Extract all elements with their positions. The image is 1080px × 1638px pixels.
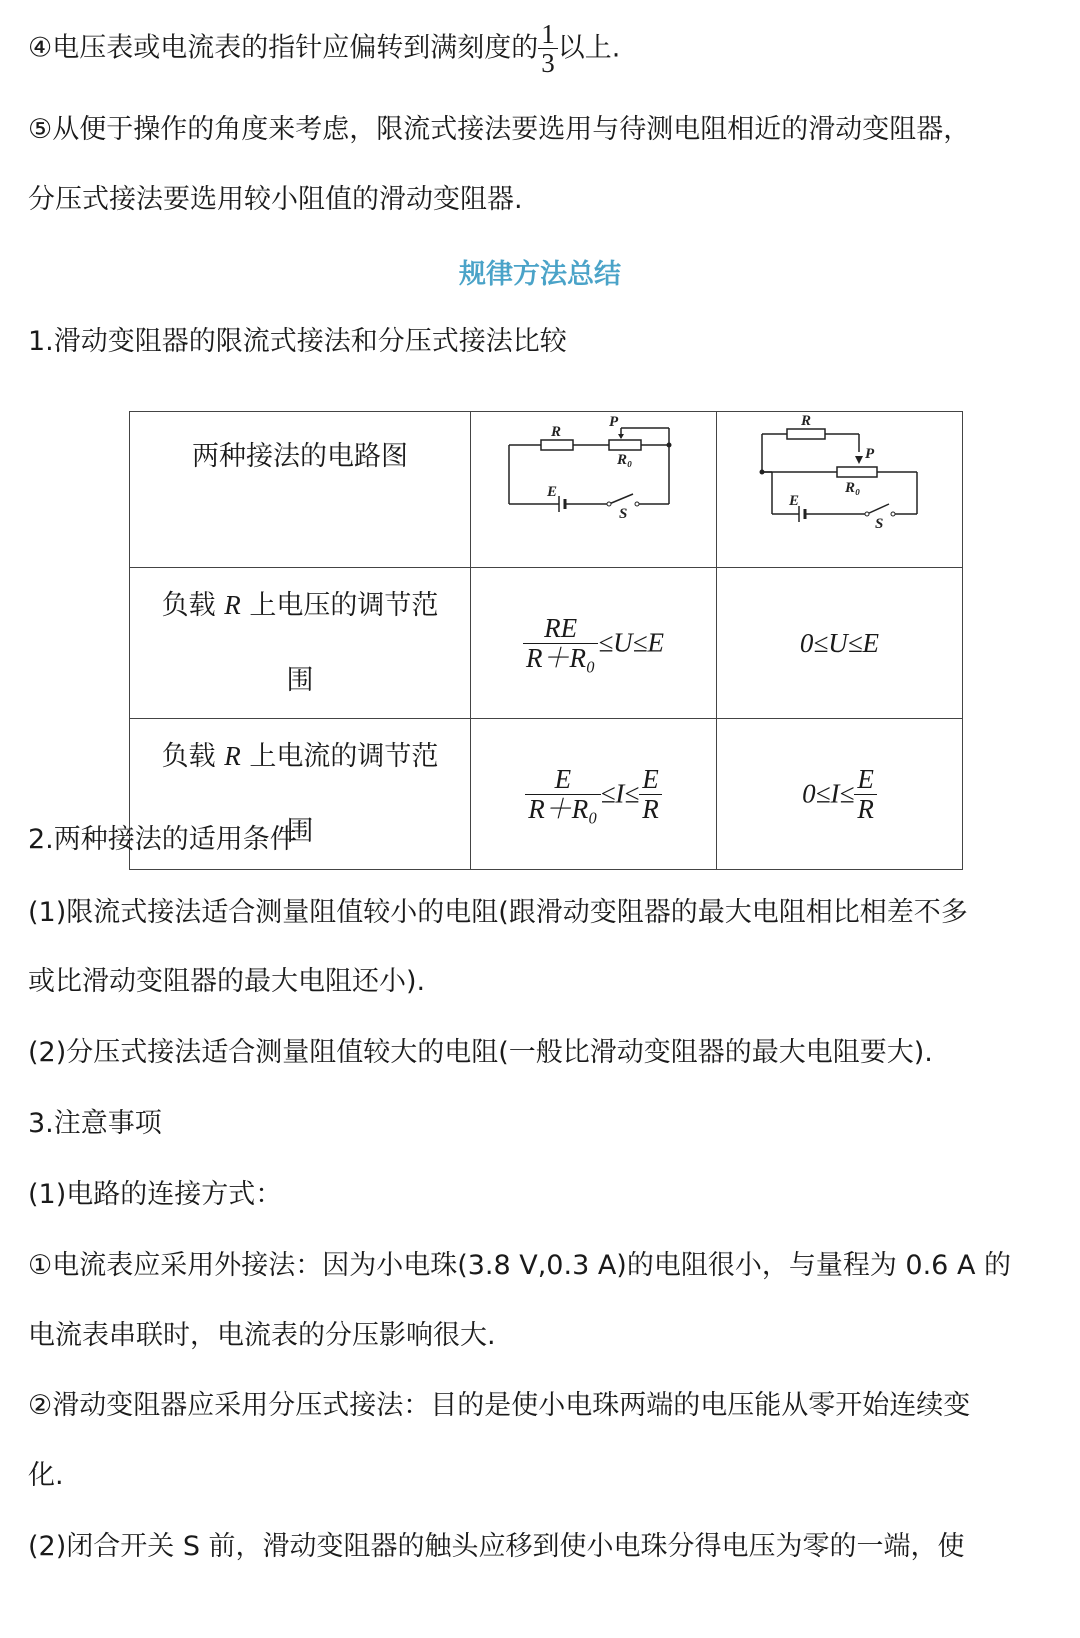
- limit-current-den: R＋R₀: [528, 793, 598, 824]
- section3-p1a-line2: 电流表串联时，电流表的分压影响很大.: [28, 1320, 496, 1351]
- label-E: E: [789, 493, 800, 509]
- item4-prefix: ④电压表或电流表的指针应偏转到满刻度的: [28, 32, 539, 64]
- section3-p2-line1: (2)闭合开关 S 前，滑动变阻器的触头应移到使小电珠分得电压为零的一端，使: [28, 1531, 965, 1562]
- row3-header-b: 上电流的调节范: [240, 741, 439, 772]
- row2-header-a: 负载: [161, 590, 225, 621]
- limit-voltage-den: R＋R₀: [525, 642, 596, 673]
- section2-p2: (2)分压式接法适合测量阻值较大的电阻(一般比滑动变阻器的最大电阻要大).: [28, 1037, 933, 1068]
- section2-title: 2.两种接法的适用条件: [28, 824, 297, 855]
- item5-line2: 分压式接法要选用较小阻值的滑动变阻器.: [28, 184, 523, 215]
- row1-header: 两种接法的电路图: [192, 441, 408, 472]
- item4-frac-num: 1: [538, 20, 558, 49]
- table-row: [130, 568, 963, 719]
- divider-current-den: R: [857, 793, 874, 824]
- divider-circuit-cell: [717, 412, 963, 568]
- row2-header-var: R: [224, 590, 241, 620]
- label-R: R: [551, 424, 562, 440]
- row2-header-c: 围: [286, 665, 314, 696]
- row2-header-b: 上电压的调节范: [240, 590, 439, 621]
- item4-suffix: 以上.: [557, 32, 621, 64]
- label-S: S: [619, 506, 628, 522]
- limit-voltage-num: RE: [523, 614, 598, 643]
- section-heading: 规律方法总结: [459, 259, 621, 290]
- divider-current-rel: 0≤I≤: [802, 778, 855, 809]
- divider-voltage: 0≤U≤E: [799, 627, 880, 658]
- limit-circuit-cell: [471, 412, 717, 568]
- divider-circuit-diagram: [717, 412, 962, 560]
- label-S: S: [875, 516, 884, 532]
- limit-circuit-diagram: [471, 412, 716, 560]
- item4-line: [28, 20, 620, 78]
- limit-current-den2: R: [642, 793, 659, 824]
- section3-p1: (1)电路的连接方式：: [28, 1179, 283, 1210]
- section1-title: 1.滑动变阻器的限流式接法和分压式接法比较: [28, 326, 567, 357]
- label-R: R: [801, 413, 812, 429]
- limit-voltage-fraction: [523, 614, 598, 672]
- label-R0: R₀: [617, 452, 633, 468]
- label-P: P: [609, 414, 619, 430]
- divider-current-fraction: [854, 765, 877, 823]
- label-E: E: [547, 484, 558, 500]
- row1-header-cell: [130, 412, 471, 568]
- section2-p1-line2: 或比滑动变阻器的最大电阻还小).: [28, 966, 426, 997]
- table-row: [130, 412, 963, 568]
- row3-header-var: R: [224, 741, 241, 771]
- row2-header-cell: [130, 568, 471, 719]
- row3-header-c: 围: [286, 816, 314, 847]
- section3-title: 3.注意事项: [28, 1108, 162, 1139]
- section3-p1b-line2: 化.: [28, 1460, 64, 1491]
- item4-fraction: [538, 20, 558, 78]
- row3-header-a: 负载: [161, 741, 225, 772]
- section3-p1a-line1: ①电流表应采用外接法：因为小电珠(3.8 V,0.3 A)的电阻很小，与量程为 0.6 A 的: [28, 1250, 1011, 1281]
- limit-current-fraction: [525, 765, 600, 823]
- divider-voltage-cell: [717, 568, 963, 719]
- divider-current-num: E: [854, 765, 877, 794]
- limit-current-num: E: [525, 765, 600, 794]
- limit-voltage-rel: ≤U≤E: [598, 627, 664, 658]
- label-R0: R₀: [845, 480, 861, 496]
- section3-p1b-line1: ②滑动变阻器应采用分压式接法：目的是使小电珠两端的电压能从零开始连续变: [28, 1390, 971, 1421]
- section2-p1-line1: (1)限流式接法适合测量阻值较小的电阻(跟滑动变阻器的最大电阻相比相差不多: [28, 897, 968, 928]
- limit-current-num2: E: [639, 765, 662, 794]
- item4-frac-den: 3: [541, 48, 555, 79]
- limit-current-rel: ≤I≤: [600, 778, 640, 809]
- limit-current-fraction2: [639, 765, 662, 823]
- divider-current-cell: [717, 719, 963, 870]
- comparison-table: [129, 411, 963, 870]
- item5-line1: ⑤从便于操作的角度来考虑，限流式接法要选用与待测电阻相近的滑动变阻器，: [28, 114, 971, 145]
- limit-voltage-cell: [471, 568, 717, 719]
- label-P: P: [865, 446, 875, 462]
- limit-current-cell: [471, 719, 717, 870]
